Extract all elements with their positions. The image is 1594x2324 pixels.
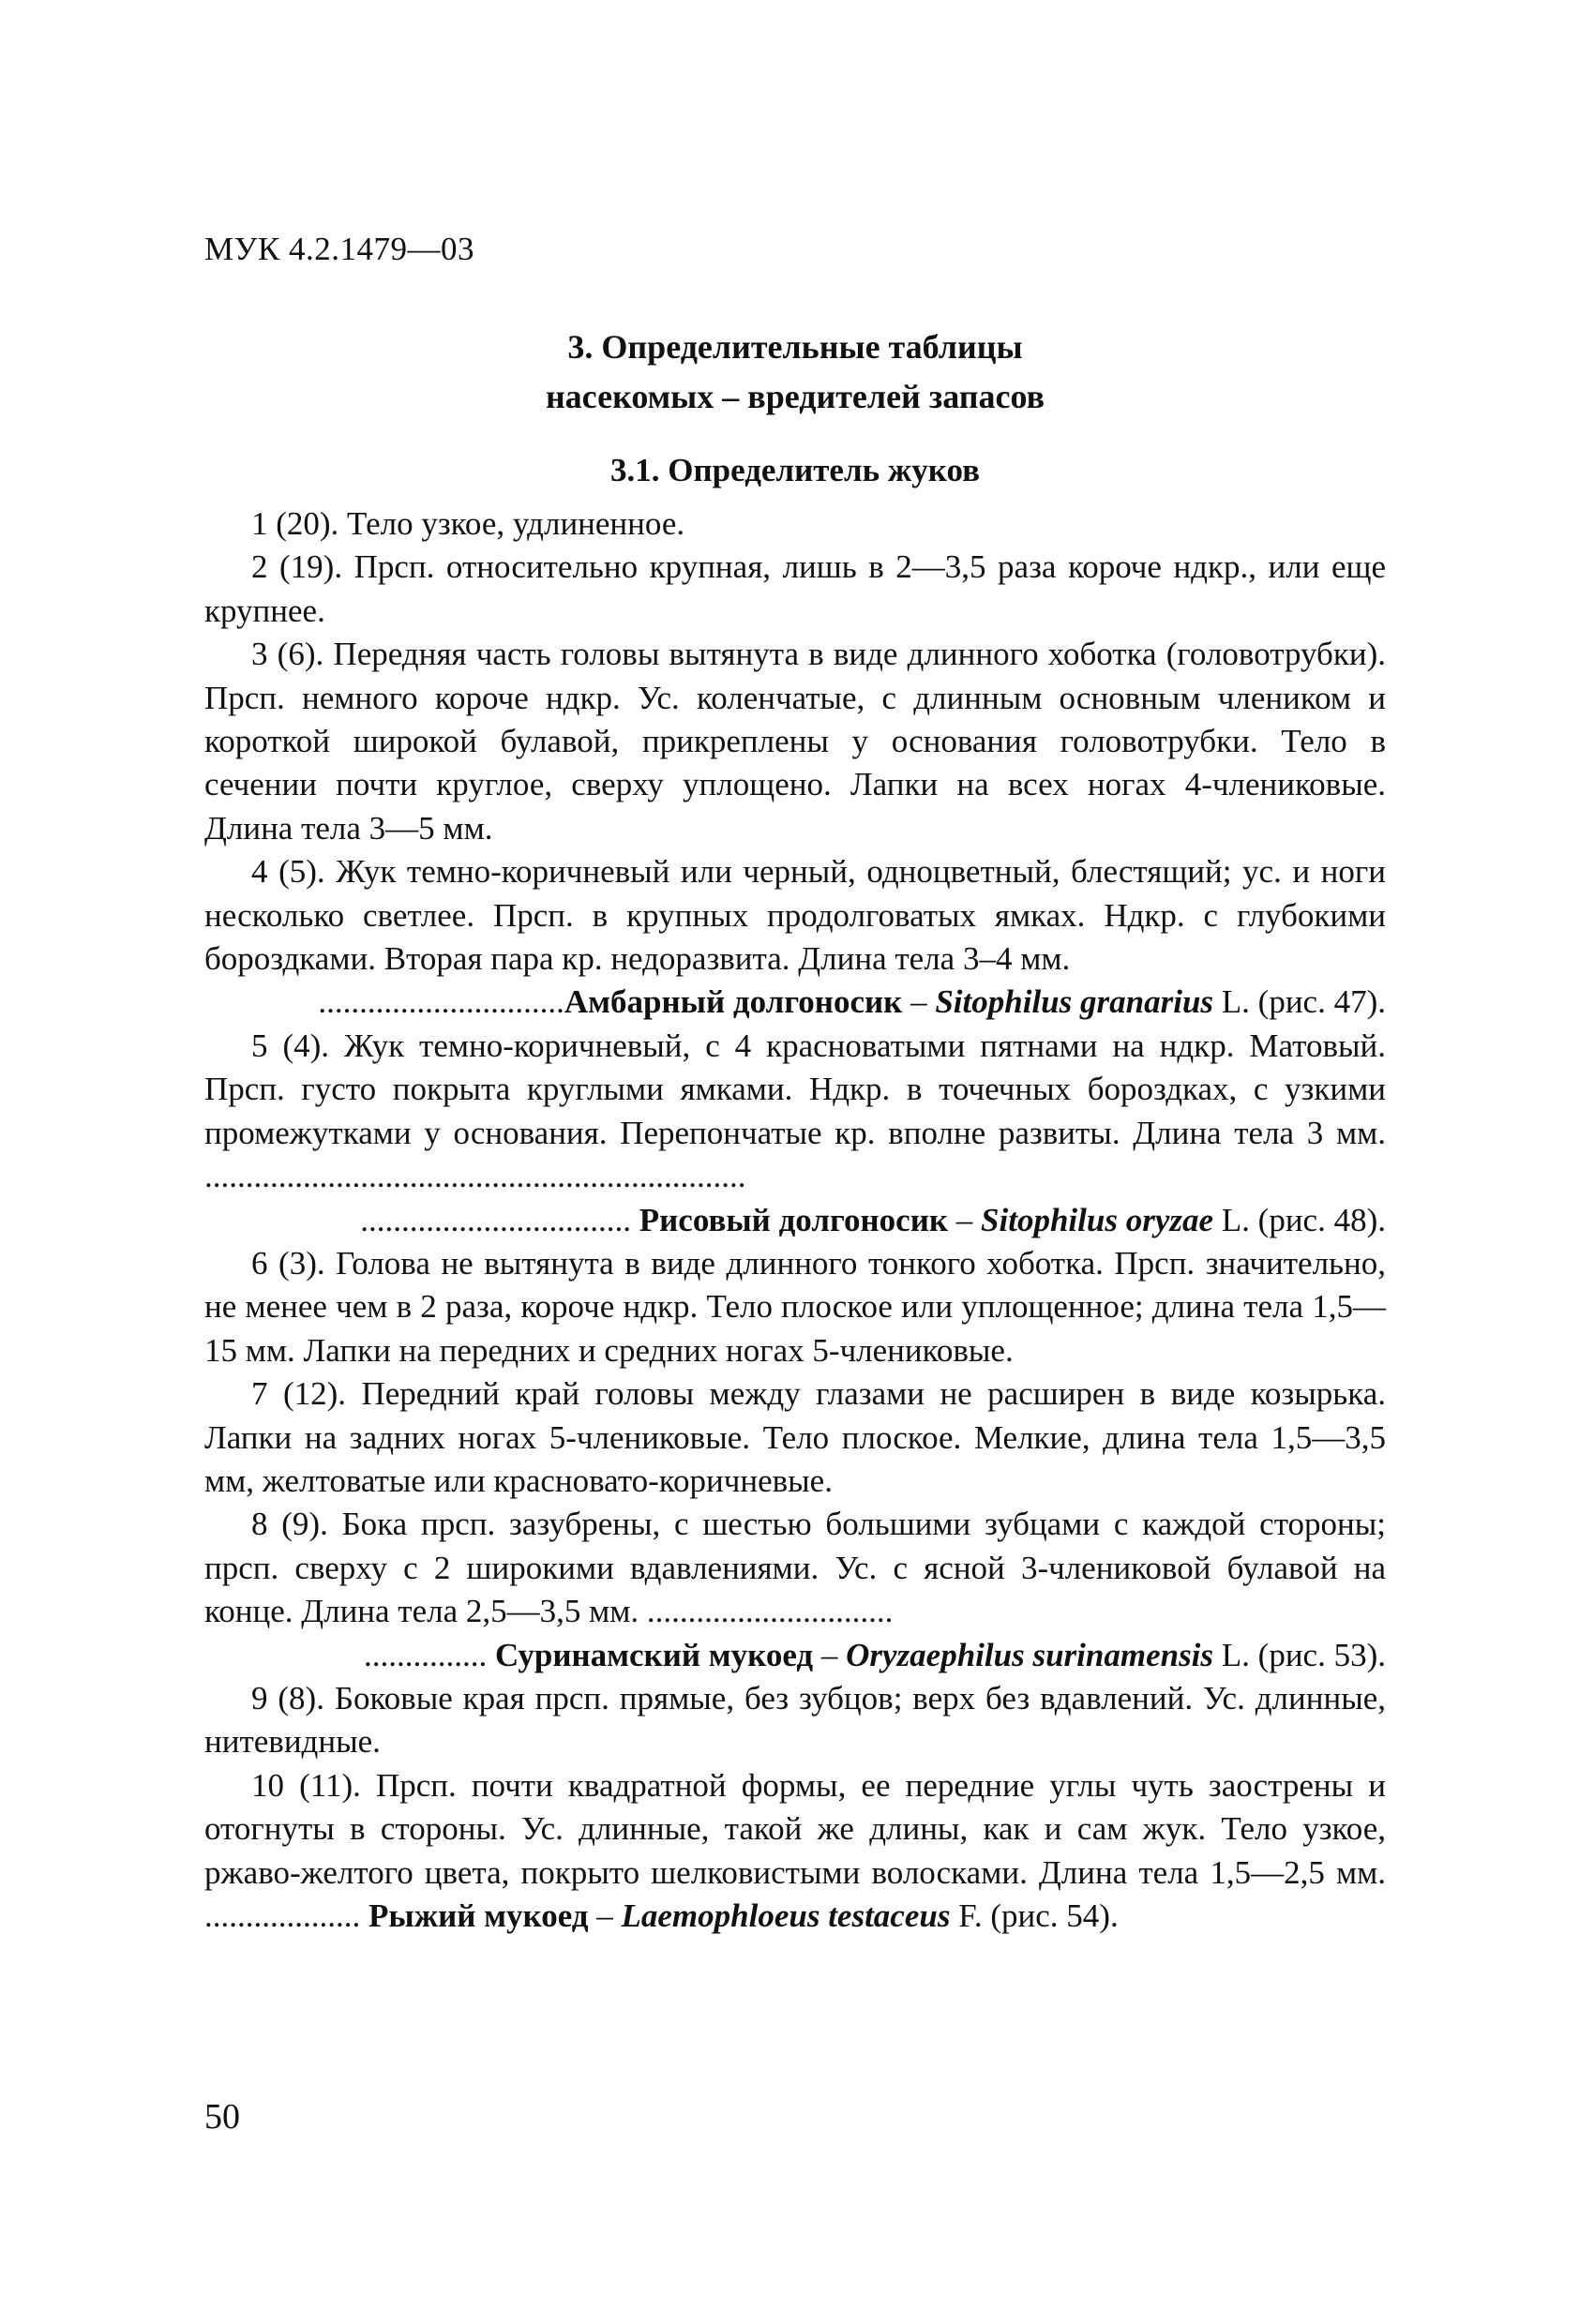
key-entry-3: 3 (6). Передняя часть головы вытянута в виде длинного хоботка (головотрубки). Прсп. немного короче ндкр. Ус. коленчатые, с длинным основным члеником и короткой широкой булавой, прикреплены у основания головотрубки. Тело в сечении почти круглое, сверху уплощено. Лапки на всех ногах 4-члениковые. Длина тела 3—5 мм. bbox=[204, 636, 1386, 847]
author-figure-ref: L. (рис. 47). bbox=[1213, 983, 1386, 1021]
common-name: Суринамский мукоед bbox=[494, 1636, 814, 1673]
author-figure-ref: L. (рис. 53). bbox=[1213, 1636, 1386, 1673]
species-name: Laemophloeus testaceus bbox=[621, 1897, 951, 1934]
document-code: МУК 4.2.1479—03 bbox=[204, 231, 474, 267]
dash: – bbox=[902, 983, 936, 1021]
dash: – bbox=[588, 1897, 622, 1934]
entry-text: 10 (11). Прсп. почти квадратной формы, ее передние углы чуть заострены и отогнуты в стороны. Ус. длинные, такой же длины, как и сам жук. Тело узкое, ржаво-желтого цвета, покрыто шелковистыми волосками. Длина тела 1,5—2,5 мм. ................... bbox=[204, 1766, 1386, 1934]
author-figure-ref: F. (рис. 54). bbox=[950, 1897, 1119, 1934]
leader-dots: ................................. bbox=[360, 1201, 631, 1238]
common-name: Рыжий мукоед bbox=[368, 1897, 589, 1934]
key-entry-7: 7 (12). Передний край головы между глазами не расширен в виде козырька. Лапки на задних ногах 5-члениковые. Тело плоское. Мелкие, длина тела 1,5—3,5 мм, желтоватые или красновато-коричневые. bbox=[204, 1375, 1386, 1499]
species-name: Sitophilus oryzae bbox=[981, 1201, 1214, 1238]
key-entry-5: 5 (4). Жук темно-коричневый, с 4 красноватыми пятнами на ндкр. Матовый. Прсп. густо покрыта круглыми ямками. Ндкр. в точечных бороздках, с узкими промежутками у основания. Перепончатые кр. вполне развиты. Длина тела 3 мм. .................................................................. bbox=[204, 1027, 1386, 1195]
key-body bbox=[204, 502, 1386, 1938]
dash: – bbox=[813, 1636, 847, 1673]
subsection-title: 3.1. Определитель жуков bbox=[610, 452, 980, 488]
species-name: Oryzaephilus surinamensis bbox=[846, 1636, 1214, 1673]
dash: – bbox=[948, 1201, 982, 1238]
author-figure-ref: L. (рис. 48). bbox=[1213, 1201, 1386, 1238]
key-conclusion-8 bbox=[204, 1634, 1386, 1677]
key-entry-9: 9 (8). Боковые края прсп. прямые, без зубцов; верх без вдавлений. Ус. длинные, нитевидные. bbox=[204, 1679, 1386, 1761]
key-conclusion-5 bbox=[204, 1199, 1386, 1242]
common-name: Рисовый долгоносик bbox=[639, 1201, 949, 1238]
key-entry-8: 8 (9). Бока прсп. зазубрены, с шестью большими зубцами с каждой стороны; прсп. сверху с 2 широкими вдавлениями. Ус. с ясной 3-члениковой булавой на конце. Длина тела 2,5—3,5 мм. .............................. bbox=[204, 1506, 1386, 1630]
key-entry-4: 4 (5). Жук темно-коричневый или черный, одноцветный, блестящий; ус. и ноги несколько светлее. Прсп. в крупных продолговатых ямках. Ндкр. с глубокими бороздками. Вторая пара кр. недоразвита. Длина тела 3–4 мм. bbox=[204, 853, 1386, 978]
page-number: 50 bbox=[204, 2097, 240, 2137]
common-name: Амбарный долгоносик bbox=[564, 983, 903, 1021]
section-title-line-1: 3. Определительные таблицы bbox=[567, 328, 1023, 366]
key-entry-1: 1 (20). Тело узкое, удлиненное. bbox=[251, 505, 685, 542]
leader-dots: ............... bbox=[363, 1636, 488, 1673]
leader-dots: .............................. bbox=[318, 983, 564, 1021]
key-conclusion-4 bbox=[204, 981, 1386, 1024]
key-entry-10 bbox=[204, 1764, 1386, 1939]
key-entry-2: 2 (19). Прсп. относительно крупная, лишь в 2—3,5 раза короче ндкр., или еще крупнее. bbox=[204, 548, 1386, 629]
key-entry-6: 6 (3). Голова не вытянута в виде длинного тонкого хоботка. Прсп. значительно, не менее чем в 2 раза, короче ндкр. Тело плоское или уплощенное; длина тела 1,5—15 мм. Лапки на передних и средних ногах 5-члениковые. bbox=[204, 1244, 1386, 1369]
section-title-line-2: насекомых – вредителей запасов bbox=[545, 378, 1045, 415]
species-name: Sitophilus granarius bbox=[935, 983, 1214, 1021]
